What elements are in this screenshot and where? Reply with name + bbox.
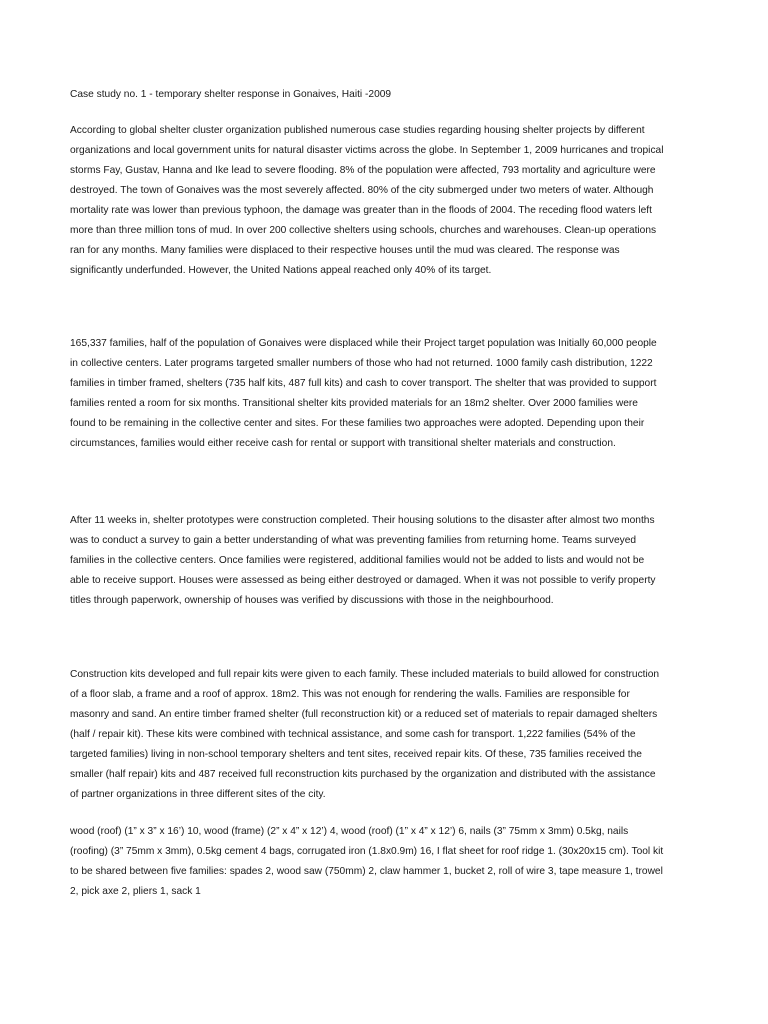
text-line: mortality rate was lower than previous typhoon, the damage was greater than in the floods of 2004. The receding flood waters left [70,205,652,216]
text-line: 2, pick axe 2, pliers 1, sack 1 [70,886,201,897]
text-line: storms Fay, Gustav, Hanna and Ike lead to severe flooding. 8% of the population were affected, 793 mortality and agriculture were [70,165,656,176]
text-line: in collective centers. Later programs targeted smaller numbers of those who had not returned. 1000 family cash distribution, 1222 [70,358,653,369]
text-line: (roofing) (3” 75mm x 3mm), 0.5kg cement 4 bags, corrugated iron (1.8x0.9m) 16, I flat sheet for roof ridge 1. (30x20x15 cm). Tool kit [70,846,664,857]
text-line: of partner organizations in three different sites of the city. [70,789,326,800]
text-line: families in timber framed, shelters (735 half kits, 487 full kits) and cash to cover transport. The shelter that was provided to support [70,378,657,389]
document-title: Case study no. 1 - temporary shelter response in Gonaives, Haiti -2009 [70,89,392,100]
text-line: Construction kits developed and full repair kits were given to each family. These included materials to build allowed for construction [70,669,660,680]
text-line: ran for any months. Many families were displaced to their respective houses until the mud was cleared. The response was [70,245,620,256]
text-line: destroyed. The town of Gonaives was the most severely affected. 80% of the city submerged under two meters of water. Although [70,185,654,196]
paragraph-1 [70,121,720,281]
paragraph-4 [70,665,720,805]
text-line: found to be remaining in the collective center and sites. For these families two approaches were adopted. Depending upon their [70,418,645,429]
text-line: smaller (half repair) kits and 487 received full reconstruction kits purchased by the organization and distributed with the assistance [70,769,656,780]
paragraph-5 [70,822,720,902]
text-line: of a floor slab, a frame and a roof of approx. 18m2. This was not enough for rendering the walls. Families are responsible for [70,689,630,700]
text-line: able to receive support. Houses were assessed as being either destroyed or damaged. When it was not possible to verify property [70,575,656,586]
text-line: was to conduct a survey to gain a better understanding of what was preventing families from returning home. Teams surveyed [70,535,637,546]
text-line: more than three million tons of mud. In over 200 collective shelters using schools, churches and warehouses. Clean-up operations [70,225,657,236]
paragraph-3 [70,511,720,611]
text-line: masonry and sand. An entire timber framed shelter (full reconstruction kit) or a reduced set of materials to repair damaged shelters [70,709,658,720]
text-line: significantly underfunded. However, the United Nations appeal reached only 40% of its target. [70,265,492,276]
text-line: 165,337 families, half of the population of Gonaives were displaced while their Project target population was Initially 60,000 people [70,338,657,349]
text-line: organizations and local government units for natural disaster victims across the globe. In September 1, 2009 hurricanes and tropical [70,145,664,156]
text-line: According to global shelter cluster organization published numerous case studies regarding housing shelter projects by different [70,125,645,136]
text-line: to be shared between five families: spades 2, wood saw (750mm) 2, claw hammer 1, bucket 2, roll of wire 3, tape measure 1, trowel [70,866,663,877]
text-line: families rented a room for six months. Transitional shelter kits provided materials for an 18m2 shelter. Over 2000 families were [70,398,638,409]
text-line: targeted families) living in non-school temporary shelters and tent sites, received repair kits. Of these, 735 families received the [70,749,642,760]
text-line: circumstances, families would either receive cash for rental or support with transitional shelter materials and construction. [70,438,616,449]
paragraph-2 [70,334,720,454]
text-line: wood (roof) (1” x 3” x 16’) 10, wood (frame) (2” x 4” x 12’) 4, wood (roof) (1” x 4” x 12’) 6, nails (3” 75mm x 3mm) 0.5kg, nails [70,826,629,837]
text-line: After 11 weeks in, shelter prototypes were construction completed. Their housing solutions to the disaster after almost two months [70,515,655,526]
text-line: families in the collective centers. Once families were registered, additional families would not be added to lists and would not be [70,555,645,566]
text-line: (half / repair kit). These kits were combined with technical assistance, and some cash for transport. 1,222 families (54% of the [70,729,636,740]
text-line: titles through paperwork, ownership of houses was verified by discussions with those in the neighbourhood. [70,595,554,606]
